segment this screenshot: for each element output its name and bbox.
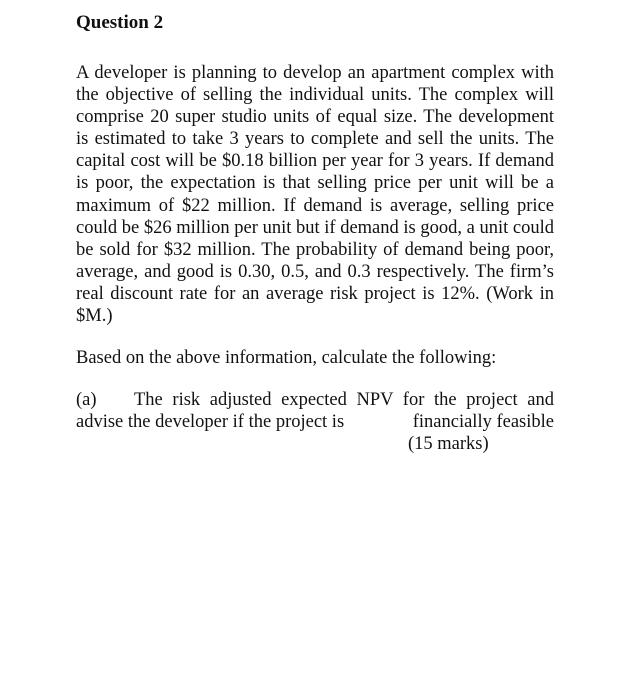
question-page <box>76 10 554 456</box>
part-a-marks: (15 marks) <box>408 434 489 455</box>
question-body: A developer is planning to develop an apartment complex with the objective of selling the individual units. The complex will comprise 20 super studio units of equal size. The development is estimated to take 3 years to complete and sell the units. The capital cost will be $0.18 billion per year for 3 years. If demand is poor, the expectation is that selling price per unit will be a maximum of $22 million. If demand is average, selling price could be $26 million per unit but if demand is good, a unit could be sold for $32 million. The probability of demand being poor, average, and good is 0.30, 0.5, and 0.3 respectively. The firm’s real discount rate for an average risk project is 12%. (Work in $M.) <box>76 63 554 327</box>
part-a <box>76 389 554 455</box>
instruction-text: Based on the above information, calculate the following: <box>76 348 497 369</box>
part-a-text-line-1: The risk adjusted expected NPV for the project and <box>134 390 554 411</box>
part-a-line-2 <box>76 411 554 433</box>
part-a-text-line-2-right: financially feasible <box>412 412 554 433</box>
question-title: Question 2 <box>76 12 164 33</box>
part-a-text-line-2-left: advise the developer if the project is <box>76 412 345 433</box>
part-a-label: (a) <box>76 390 97 411</box>
part-a-line-1 <box>76 389 554 411</box>
